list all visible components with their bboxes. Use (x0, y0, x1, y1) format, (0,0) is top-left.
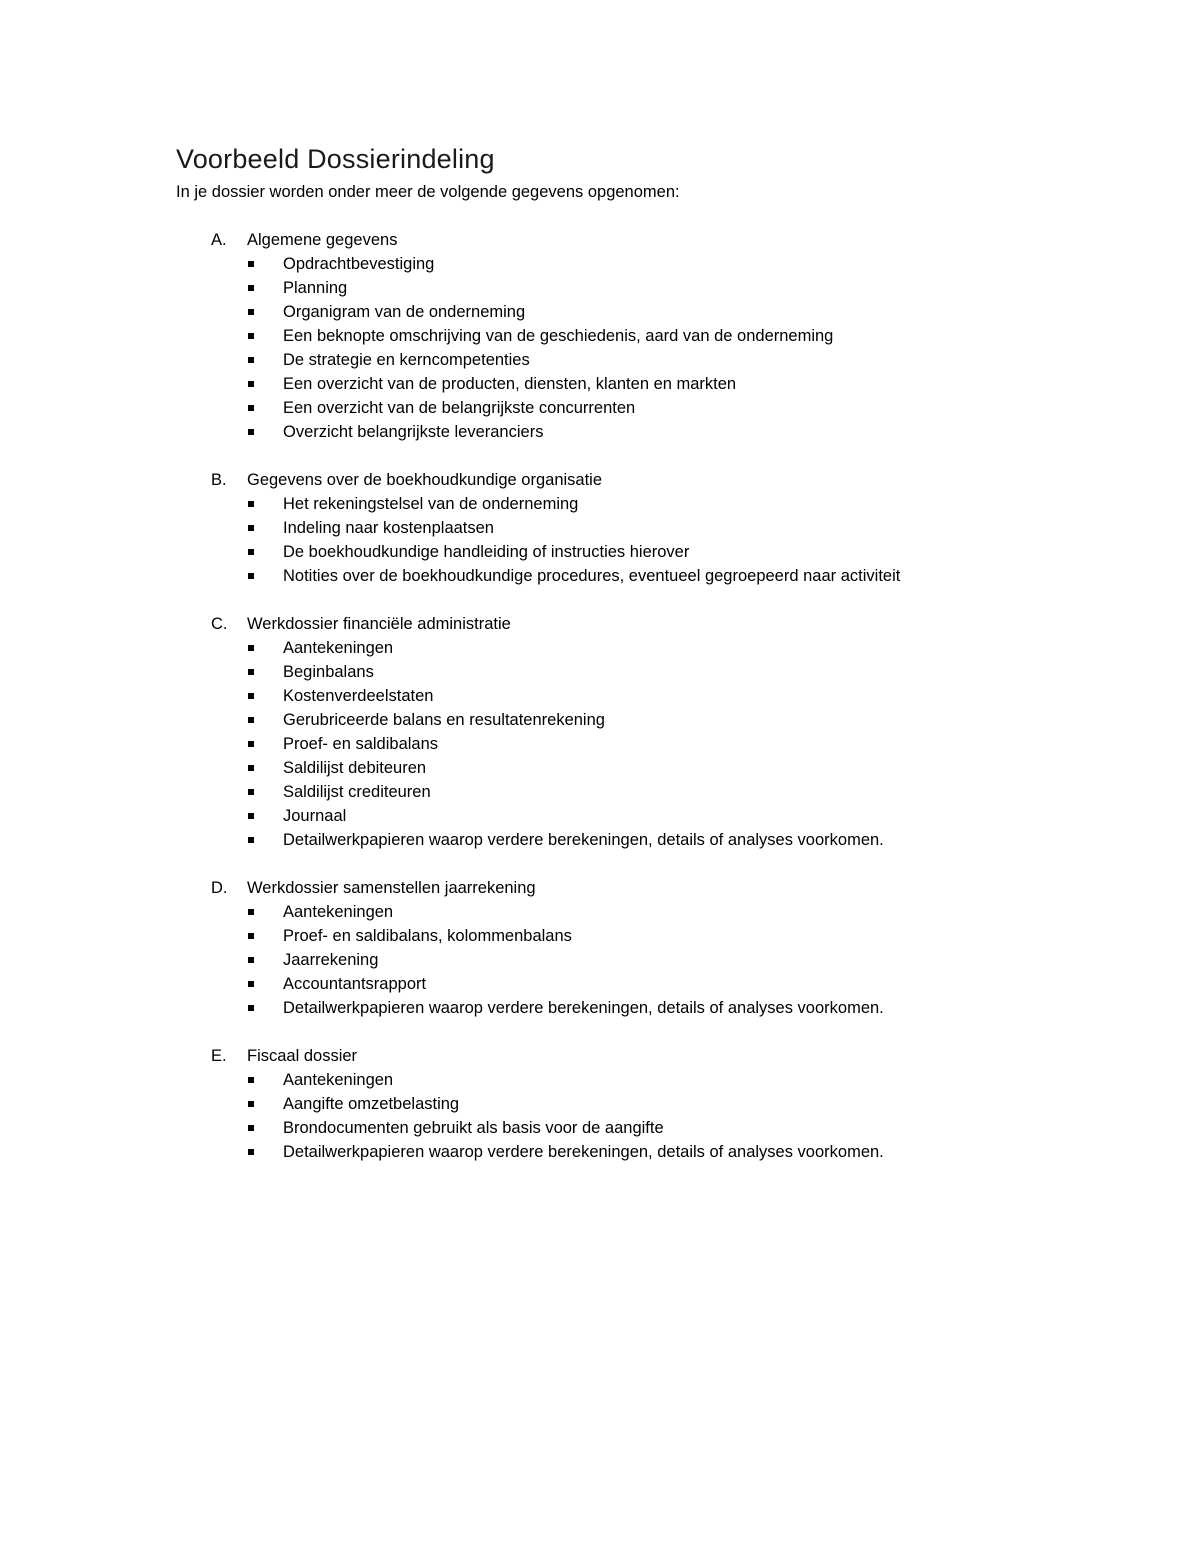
list-item-text: Aangifte omzetbelasting (283, 1095, 460, 1113)
list-item-text: Aantekeningen (283, 903, 394, 921)
square-bullet-icon (248, 501, 254, 507)
list-item-text: Detailwerkpapieren waarop verdere berekeningen, details of analyses voorkomen. (283, 831, 884, 849)
square-bullet-icon (248, 813, 254, 819)
section-letter: B. (211, 471, 227, 489)
list-item (0, 540, 1200, 564)
list-item (0, 516, 1200, 540)
list-item (0, 732, 1200, 756)
list-item-text: Gerubriceerde balans en resultatenrekening (283, 711, 605, 729)
list-item (0, 708, 1200, 732)
square-bullet-icon (248, 357, 254, 363)
list-item-text: Organigram van de onderneming (283, 303, 526, 321)
section (0, 228, 1200, 444)
list-item-text: Een overzicht van de belangrijkste concurrenten (283, 399, 636, 417)
list-item-text: Beginbalans (283, 663, 374, 681)
list-item-text: Een overzicht van de producten, diensten, klanten en markten (283, 375, 737, 393)
section-heading (0, 228, 1200, 252)
list-item-text: Detailwerkpapieren waarop verdere berekeningen, details of analyses voorkomen. (283, 1143, 884, 1161)
square-bullet-icon (248, 693, 254, 699)
square-bullet-icon (248, 1101, 254, 1107)
list-item (0, 660, 1200, 684)
square-bullet-icon (248, 309, 254, 315)
list-item (0, 396, 1200, 420)
square-bullet-icon (248, 669, 254, 675)
list-item-text: De strategie en kerncompetenties (283, 351, 530, 369)
list-item-text: De boekhoudkundige handleiding of instructies hierover (283, 543, 690, 561)
square-bullet-icon (248, 333, 254, 339)
list-item (0, 276, 1200, 300)
list-item (0, 564, 1200, 588)
section-label: Fiscaal dossier (247, 1047, 358, 1065)
list-item-text: Saldilijst crediteuren (283, 783, 431, 801)
list-item (0, 300, 1200, 324)
list-item (0, 636, 1200, 660)
document-title: Voorbeeld Dossierindeling (176, 144, 495, 174)
list-item (0, 372, 1200, 396)
list-item-text: Aantekeningen (283, 1071, 394, 1089)
section-label: Werkdossier financiële administratie (247, 615, 511, 633)
list-item (0, 996, 1200, 1020)
list-item-text: Aantekeningen (283, 639, 394, 657)
section-letter: D. (211, 879, 228, 897)
list-item (0, 804, 1200, 828)
list-item (0, 252, 1200, 276)
section (0, 1044, 1200, 1164)
list-item-text: Accountantsrapport (283, 975, 427, 993)
list-item (0, 900, 1200, 924)
square-bullet-icon (248, 837, 254, 843)
list-item-text: Een beknopte omschrijving van de geschiedenis, aard van de onderneming (283, 327, 834, 345)
square-bullet-icon (248, 1077, 254, 1083)
square-bullet-icon (248, 429, 254, 435)
section (0, 468, 1200, 588)
list-item-text: Proef- en saldibalans (283, 735, 439, 753)
square-bullet-icon (248, 741, 254, 747)
list-item-text: Jaarrekening (283, 951, 379, 969)
section-label: Werkdossier samenstellen jaarrekening (247, 879, 536, 897)
document-intro: In je dossier worden onder meer de volgende gegevens opgenomen: (176, 183, 680, 201)
list-item (0, 1092, 1200, 1116)
list-item (0, 972, 1200, 996)
section-list (0, 228, 1200, 1188)
list-item (0, 348, 1200, 372)
square-bullet-icon (248, 909, 254, 915)
section-letter: E. (211, 1047, 227, 1065)
square-bullet-icon (248, 405, 254, 411)
square-bullet-icon (248, 261, 254, 267)
section-heading (0, 1044, 1200, 1068)
section (0, 612, 1200, 852)
square-bullet-icon (248, 1149, 254, 1155)
square-bullet-icon (248, 381, 254, 387)
list-item (0, 492, 1200, 516)
list-item (0, 924, 1200, 948)
list-item-text: Overzicht belangrijkste leveranciers (283, 423, 544, 441)
list-item-text: Brondocumenten gebruikt als basis voor de aangifte (283, 1119, 664, 1137)
list-item (0, 420, 1200, 444)
list-item-text: Proef- en saldibalans, kolommenbalans (283, 927, 572, 945)
list-item (0, 828, 1200, 852)
square-bullet-icon (248, 765, 254, 771)
list-item (0, 948, 1200, 972)
list-item-text: Notities over de boekhoudkundige procedures, eventueel gegroepeerd naar activiteit (283, 567, 901, 585)
list-item-text: Detailwerkpapieren waarop verdere berekeningen, details of analyses voorkomen. (283, 999, 884, 1017)
list-item-text: Indeling naar kostenplaatsen (283, 519, 494, 537)
list-item (0, 1068, 1200, 1092)
square-bullet-icon (248, 525, 254, 531)
square-bullet-icon (248, 573, 254, 579)
square-bullet-icon (248, 717, 254, 723)
square-bullet-icon (248, 285, 254, 291)
list-item (0, 1116, 1200, 1140)
square-bullet-icon (248, 1125, 254, 1131)
square-bullet-icon (248, 933, 254, 939)
section-label: Algemene gegevens (247, 231, 398, 249)
square-bullet-icon (248, 1005, 254, 1011)
list-item-text: Opdrachtbevestiging (283, 255, 435, 273)
section-label: Gegevens over de boekhoudkundige organisatie (247, 471, 603, 489)
list-item (0, 1140, 1200, 1164)
square-bullet-icon (248, 981, 254, 987)
list-item-text: Journaal (283, 807, 347, 825)
section-letter: A. (211, 231, 227, 249)
list-item-text: Kostenverdeelstaten (283, 687, 434, 705)
section-heading (0, 612, 1200, 636)
section-heading (0, 468, 1200, 492)
list-item (0, 684, 1200, 708)
section (0, 876, 1200, 1020)
list-item-text: Saldilijst debiteuren (283, 759, 427, 777)
square-bullet-icon (248, 789, 254, 795)
square-bullet-icon (248, 957, 254, 963)
square-bullet-icon (248, 549, 254, 555)
section-heading (0, 876, 1200, 900)
section-letter: C. (211, 615, 228, 633)
list-item (0, 780, 1200, 804)
list-item-text: Het rekeningstelsel van de onderneming (283, 495, 579, 513)
list-item (0, 756, 1200, 780)
square-bullet-icon (248, 645, 254, 651)
list-item-text: Planning (283, 279, 348, 297)
list-item (0, 324, 1200, 348)
